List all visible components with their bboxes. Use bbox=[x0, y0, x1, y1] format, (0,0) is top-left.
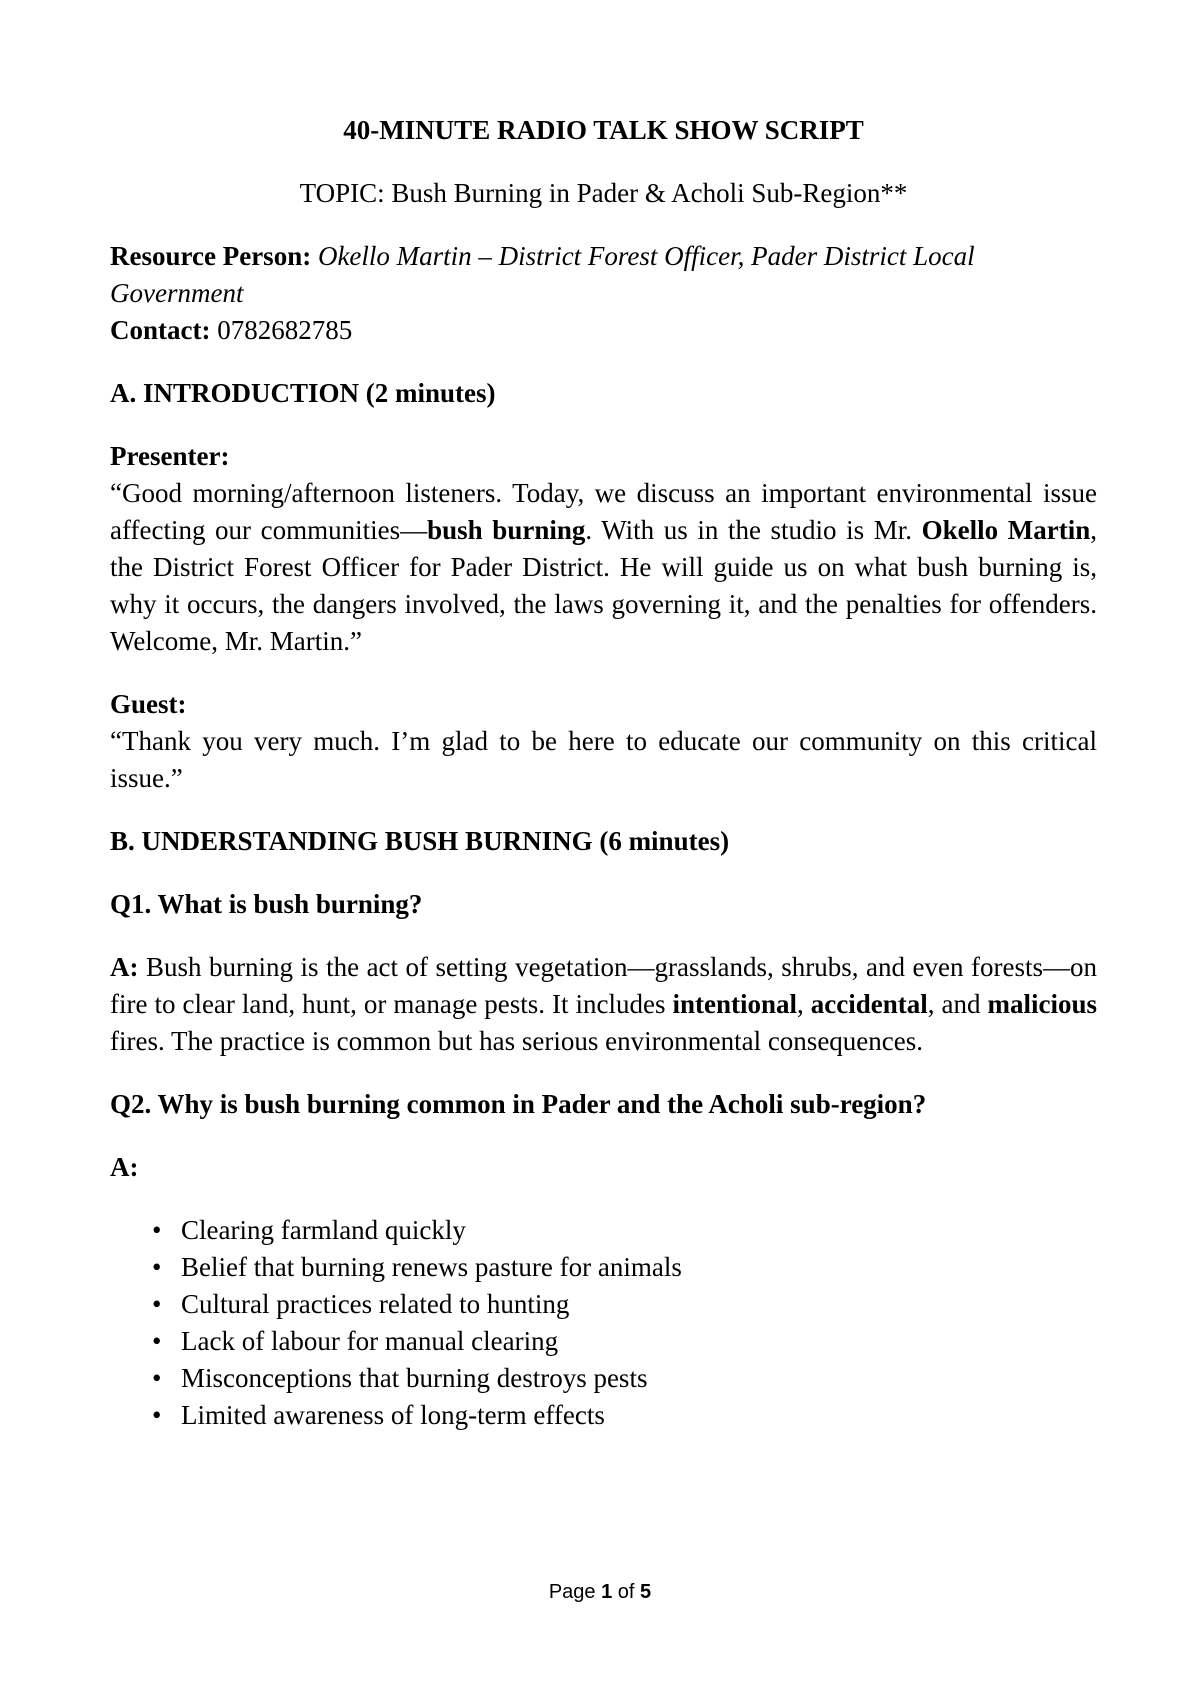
presenter-bold-guest-name: Okello Martin bbox=[921, 515, 1091, 545]
reasons-list bbox=[110, 1212, 1097, 1434]
list-item-text: Cultural practices related to hunting bbox=[181, 1289, 570, 1319]
list-item bbox=[110, 1360, 1097, 1397]
answer-bold-term: accidental bbox=[810, 989, 928, 1019]
topic-line bbox=[110, 175, 1097, 212]
of-word: of bbox=[617, 1581, 635, 1603]
total-pages: 5 bbox=[640, 1581, 652, 1603]
bullet-icon: • bbox=[152, 1252, 162, 1282]
answer-bold-term: intentional bbox=[672, 989, 798, 1019]
bullet-icon: • bbox=[152, 1289, 162, 1319]
page-number-footer bbox=[0, 1580, 1200, 1604]
section-a-heading: A. INTRODUCTION (2 minutes) bbox=[110, 378, 496, 408]
contact-label: Contact: bbox=[110, 315, 211, 345]
page-word: Page bbox=[548, 1581, 596, 1603]
question-1: Q1. What is bush burning? bbox=[110, 889, 423, 919]
list-item bbox=[110, 1397, 1097, 1434]
bullet-icon: • bbox=[152, 1326, 162, 1356]
list-item bbox=[110, 1286, 1097, 1323]
presenter-text: . With us in the studio is Mr. bbox=[585, 515, 922, 545]
list-item-text: Limited awareness of long-term effects bbox=[181, 1400, 605, 1430]
topic-label: TOPIC bbox=[299, 178, 378, 208]
guest-label: Guest: bbox=[110, 689, 187, 719]
presenter-text: “Good morning/afternoon listeners. Today, we discuss an important environmental issue affecting our communities— bbox=[110, 478, 1097, 545]
list-item bbox=[110, 1323, 1097, 1360]
answer-label: A: bbox=[110, 952, 139, 982]
answer-text: fires. The practice is common but has serious environmental consequences. bbox=[110, 1026, 924, 1056]
presenter-bold-bush-burning: bush burning bbox=[427, 515, 586, 545]
contact-value: 0782682785 bbox=[210, 315, 353, 345]
topic-text: : Bush Burning in Pader & Acholi Sub-Region** bbox=[377, 178, 908, 208]
section-b-heading: B. UNDERSTANDING BUSH BURNING (6 minutes) bbox=[110, 826, 730, 856]
list-item bbox=[110, 1212, 1097, 1249]
guest-speech: “Thank you very much. I’m glad to be here to educate our community on this critical issue.” bbox=[110, 726, 1097, 793]
list-item-text: Clearing farmland quickly bbox=[181, 1215, 466, 1245]
resource-person-label: Resource Person: bbox=[110, 241, 312, 271]
resource-person-line bbox=[110, 238, 1097, 312]
list-item-text: Misconceptions that burning destroys pests bbox=[181, 1363, 648, 1393]
answer-text: , bbox=[797, 989, 811, 1019]
answer-text: Bush burning is the act of setting vegetation—grasslands, shrubs, and even forests—on fire to clear land, hunt, or manage pests. It includes bbox=[110, 952, 1097, 1019]
answer-2-label: A: bbox=[110, 1152, 139, 1182]
list-item-text: Lack of labour for manual clearing bbox=[181, 1326, 559, 1356]
bullet-icon: • bbox=[152, 1400, 162, 1430]
document-title: 40-MINUTE RADIO TALK SHOW SCRIPT bbox=[343, 115, 864, 145]
answer-1 bbox=[110, 949, 1097, 1060]
list-item bbox=[110, 1249, 1097, 1286]
presenter-speech bbox=[110, 475, 1097, 660]
presenter-text: , the District Forest Officer for Pader District. He will guide us on what bush burning is, why it occurs, the dangers involved, the laws governing it, and the penalties for offenders. Welcome, Mr. Martin.” bbox=[110, 515, 1097, 656]
question-2: Q2. Why is bush burning common in Pader and the Acholi sub-region? bbox=[110, 1089, 927, 1119]
contact-line bbox=[110, 312, 1097, 349]
current-page-number: 1 bbox=[601, 1581, 613, 1603]
bullet-icon: • bbox=[152, 1215, 162, 1245]
answer-bold-term: malicious bbox=[987, 989, 1098, 1019]
presenter-label: Presenter: bbox=[110, 441, 230, 471]
answer-text: , and bbox=[927, 989, 988, 1019]
bullet-icon: • bbox=[152, 1363, 162, 1393]
list-item-text: Belief that burning renews pasture for animals bbox=[181, 1252, 682, 1282]
document-body bbox=[110, 112, 1097, 1434]
resource-person-value: Okello Martin – District Forest Officer, Pader District Local Government bbox=[110, 241, 975, 308]
